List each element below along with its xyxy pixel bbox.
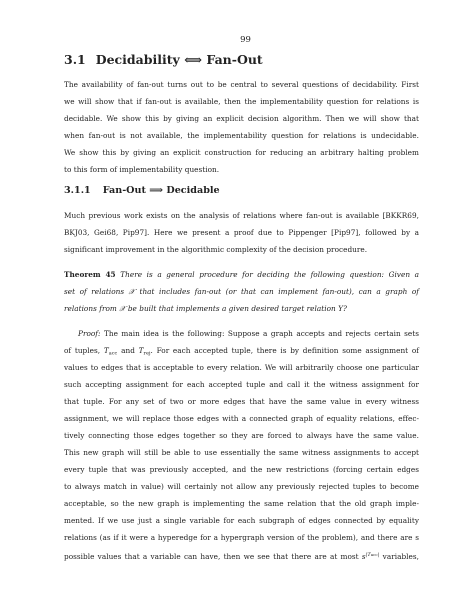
text-line: to this form of implementability question. [64,165,220,174]
proof-paragraph [64,325,419,563]
proof-label: Proof: [78,329,101,338]
text-line: Much previous work exists on the analysis of relations where fan-out is available [BKKR69, [64,211,419,220]
text-line: when fan-out is not available, the implementability question for relations is undecidable. [64,131,419,140]
section-heading [64,52,263,67]
text-line: The main idea is the following: Suppose a graph accepts and rejects certain sets [100,329,419,338]
text-line: and [117,346,139,355]
text-line: This new graph will still be able to use essentially the same witness assignments to accept [64,448,419,457]
text-line: values to edges that is acceptable to every relation. We will arbitrarily choose one particular [64,363,419,372]
text-line: significant improvement in the algorithmic complexity of the decision procedure. [64,245,368,254]
text-line: such accepting assignment for each accepted tuple and call it the witness assignment for [64,380,419,389]
text-line: every tuple that was previously accepted, and the new restrictions (forcing certain edges [64,465,419,474]
text-line: assignment, we will replace those edges with a connected graph of equality relations, effec- [64,414,419,423]
math-subscript: acc [108,350,118,357]
theorem-text: that includes fan-out (or that can implement fan-out), can a graph of [134,287,419,296]
theorem-block [64,266,419,317]
theorem-text: be built that implements a given desired target relation [125,304,339,313]
section-number: 3.1 [64,52,86,67]
text-line: that tuple. For any set of two or more edges that have the same value in every witness [64,397,419,406]
math-symbol: T [367,552,371,558]
math-symbol: 𝒳 [128,287,135,296]
math-superscript: |Tacc| [365,552,380,558]
math-symbol: s [361,552,366,561]
math-subscript: acc [370,552,378,557]
intro-paragraph [64,76,419,178]
text-line: BKJ03, Gei68, Pip97]. Here we present a proof due to Pippenger [Pip97], followed by a [64,228,419,237]
subsection-number: 3.1.1 [64,185,91,196]
math-subscript: rej [143,350,151,357]
text-line: of tuples, [64,346,104,355]
math-symbol: T [103,346,109,355]
theorem-text: There is a general procedure for deciding the following question: Given a [120,270,419,279]
section-title: Decidability ⟺ Fan-Out [95,52,263,67]
text-line: variables, [379,552,419,561]
math-symbol: Y [338,304,343,313]
text-line: We show this by giving an explicit construction for reducing an arbitrary halting problem [64,148,419,157]
theorem-text: relations from [64,304,120,313]
text-line: The availability of fan-out turns out to be central to several questions of decidability. First [64,80,419,89]
text-line: possible values that a variable can have, then we see that there are at most [64,552,362,561]
text-line: acceptable, so the new graph is implementing the same relation that the old graph imple- [64,499,419,508]
text-line: relations (as if it were a hyperedge for a hypergraph version of the problem), and there are s [64,533,419,542]
theorem-text: set of relations [64,287,129,296]
text-line: mented. If we use just a single variable for each subgraph of edges connected by equality [64,516,419,525]
text-line: to always match in value) will certainly not allow any previously rejected tuples to become [64,482,419,491]
math-symbol: T [138,346,144,355]
theorem-label: Theorem 45 [64,270,116,279]
page-number: 99 [240,35,251,45]
theorem-text: ? [342,304,347,313]
math-symbol: 𝒳 [119,304,126,313]
text-line: tively connecting those edges together so they are forced to always have the same value. [64,431,419,440]
text-line: decidable. We show this by giving an explicit decision algorithm. Then we will show that [64,114,419,123]
subsection-heading [64,185,220,196]
subsection-title: Fan-Out ⟹ Decidable [102,185,220,196]
text-line: we will show that if fan-out is available, then the implementability question for relations is [64,97,419,106]
subsection-paragraph [64,207,419,258]
text-line: . For each accepted tuple, there is by definition some assignment of [150,346,419,355]
